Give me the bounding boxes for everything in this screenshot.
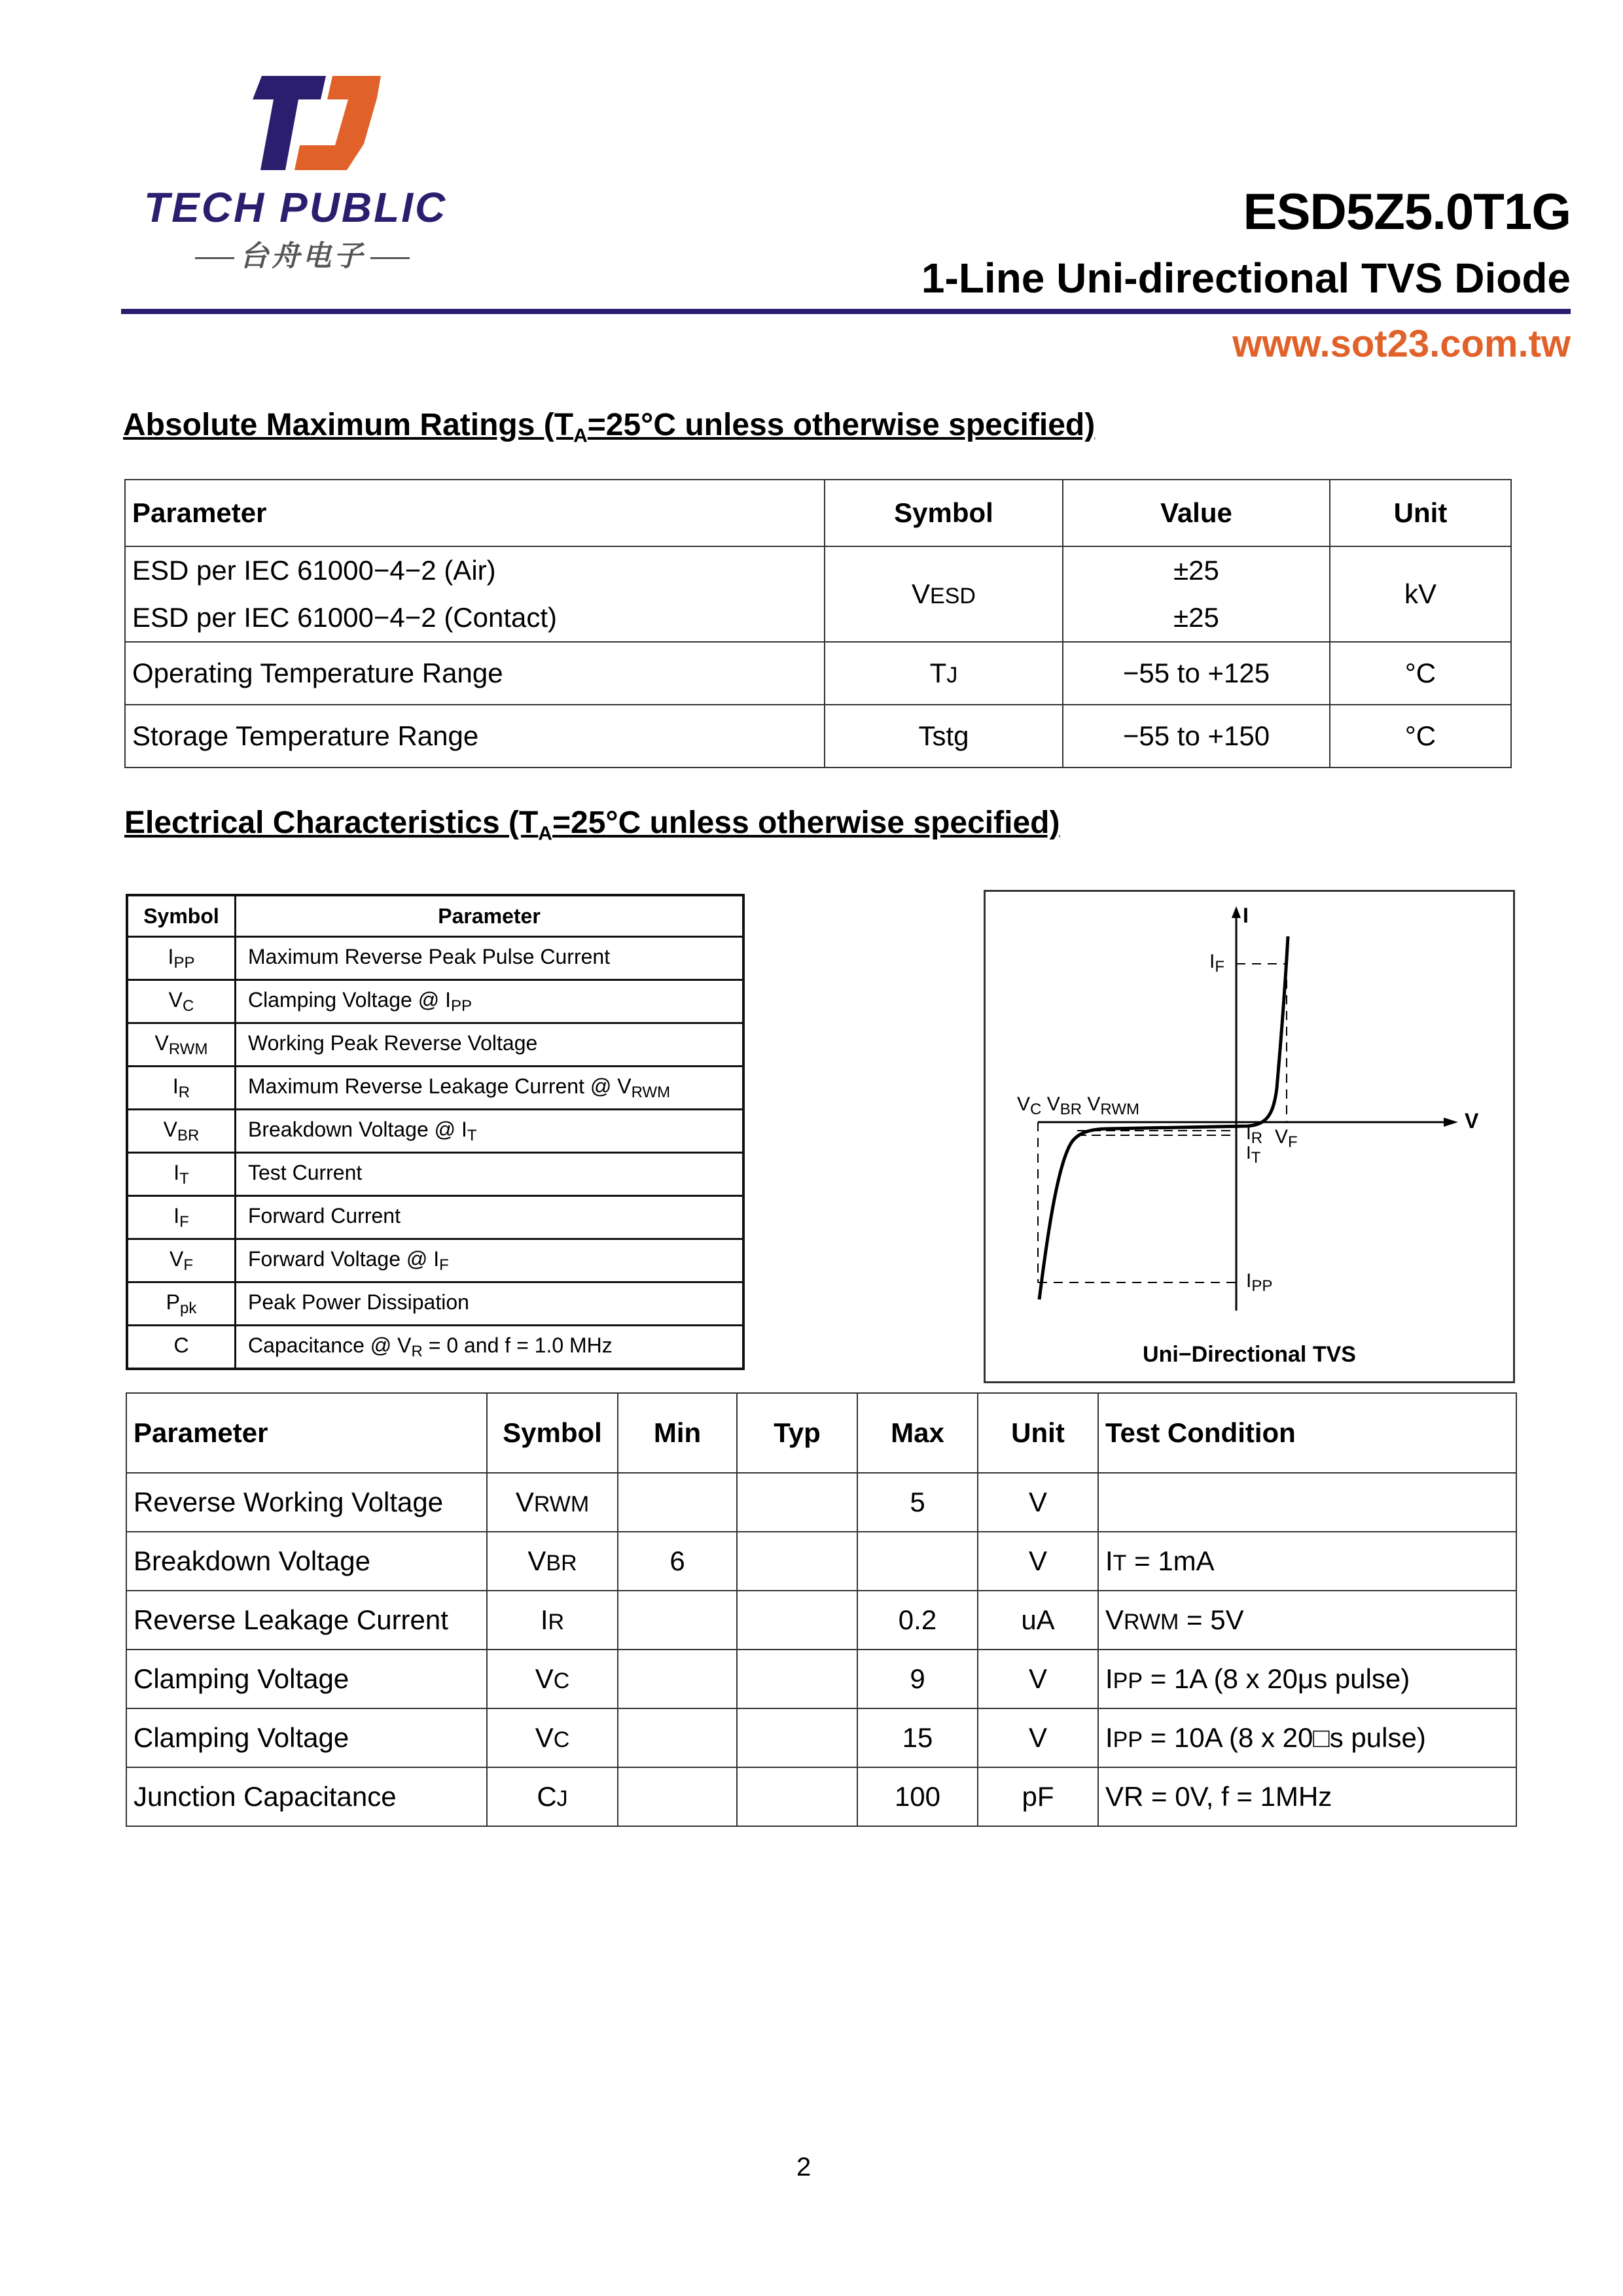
label-vc-sub: C [1030,1101,1042,1118]
elec-char-title [124,805,1060,845]
param-cell: Junction Capacitance [126,1767,487,1826]
esd-contact-label: ESD per IEC 61000−4−2 (Contact) [132,602,558,633]
parameter-sub: F [439,1256,449,1274]
unit-cell: V [978,1650,1098,1708]
label-if-main: I [1209,951,1215,972]
condition-symbol: I [1105,1722,1113,1753]
esd-value [1063,546,1330,642]
symbol-main: V [535,1722,554,1753]
symbol-sub: F [179,1212,189,1231]
condition-cell [1098,1532,1516,1591]
amr-title-suffix: =25°C unless otherwise specified) [587,408,1096,442]
parameter-cell [236,1023,744,1067]
stg-temp-symbol: Tstg [825,705,1063,768]
typ-cell [737,1767,857,1826]
col-typ: Typ [737,1393,857,1473]
min-cell [618,1708,737,1767]
col-parameter: Parameter [126,1393,487,1473]
symbol-cell [127,1067,236,1110]
symbol-main: I [168,944,174,968]
label-if-sub: F [1215,958,1225,976]
param-cell: Reverse Leakage Current [126,1591,487,1650]
label-vbr-main: V [1046,1093,1060,1115]
symbol-cell [487,1473,618,1532]
symbol-sub: R [548,1610,565,1634]
amr-title-prefix: Absolute Maximum Ratings (T [123,408,574,442]
label-vc-main: V [1017,1093,1031,1115]
symbol-cell [127,1110,236,1153]
table-row [127,1196,743,1239]
table-row [127,1110,743,1153]
parameter-sub: RWM [631,1083,671,1101]
symbol-main: V [154,1031,169,1055]
max-cell: 100 [857,1767,978,1826]
ec-title-prefix: Electrical Characteristics (T [124,805,539,840]
parameter-text: Working Peak Reverse Voltage [248,1031,538,1055]
table-row [126,1532,1516,1591]
esd-symbol-sub: ESD [930,584,976,609]
table-row [126,1473,1516,1532]
symbol-sub: J [556,1786,568,1811]
stg-temp-unit: °C [1330,705,1511,768]
table-row [126,1591,1516,1650]
condition-symbol-sub: PP [1113,1727,1143,1752]
symbol-sub: RWM [533,1492,590,1517]
parameter-cell [236,937,744,980]
parameter-cell [236,980,744,1023]
parameter-text: Clamping Voltage @ I [248,987,451,1012]
symbol-sub: C [183,997,194,1015]
electrical-characteristics-table [126,1392,1517,1827]
v-axis-arrow [1444,1118,1458,1127]
esd-contact-value: ±25 [1173,602,1219,633]
op-temp-param: Operating Temperature Range [125,642,825,705]
label-vf-sub: F [1288,1133,1298,1151]
typ-cell [737,1532,857,1591]
symbol-sub: pk [179,1299,197,1317]
condition-text: = 0V, f = 1MHz [1143,1781,1332,1812]
condition-symbol: I [1105,1663,1113,1694]
table-row [127,937,743,980]
symbol-main: V [168,987,183,1012]
stg-temp-param: Storage Temperature Range [125,705,825,768]
symbol-main: V [527,1545,546,1576]
condition-symbol: I [1105,1545,1113,1576]
symbol-cell [127,1239,236,1282]
table-row [127,1282,743,1326]
parameter-sub: T [467,1126,477,1144]
label-ipp-main: I [1246,1270,1252,1292]
condition-symbol-sub: RWM [1124,1610,1179,1634]
symbol-main: I [173,1203,180,1227]
tvs-iv-diagram [984,890,1515,1383]
parameter-cell [236,1067,744,1110]
condition-text: = 1A (8 x 20μs pulse) [1143,1663,1410,1694]
max-cell: 9 [857,1650,978,1708]
ec-title-suffix: =25°C unless otherwise specified) [552,805,1060,840]
condition-cell [1098,1473,1516,1532]
typ-cell [737,1591,857,1650]
condition-symbol: V [1105,1604,1124,1635]
label-vrwm-main: V [1087,1093,1101,1115]
website-link[interactable]: www.sot23.com.tw [1232,323,1571,365]
symbol-main: V [163,1117,177,1141]
param-cell: Clamping Voltage [126,1650,487,1708]
table-row [126,1650,1516,1708]
brand-name-cn-text: 台舟电子 [240,240,365,272]
symbol-cell [127,1196,236,1239]
label-it-sub: T [1251,1149,1261,1167]
symbol-cell [127,1282,236,1326]
symbol-main: V [535,1663,554,1694]
parameter-text: Forward Voltage @ I [248,1246,440,1271]
label-ir-main: I [1246,1123,1251,1143]
table-row [127,1326,743,1369]
table-row [127,980,743,1023]
parameter-text: Maximum Reverse Peak Pulse Current [248,944,611,968]
col-unit: Unit [978,1393,1098,1473]
op-temp-symbol [825,642,1063,705]
param-cell: Reverse Working Voltage [126,1473,487,1532]
symbol-cell [487,1708,618,1767]
symbol-sub: R [178,1083,190,1101]
symbol-sub: RWM [168,1040,208,1058]
min-cell: 6 [618,1532,737,1591]
esd-unit: kV [1330,546,1511,642]
esd-air-value: ±25 [1173,555,1219,586]
amr-title-sub: A [573,425,588,447]
parameter-text: Forward Current [248,1203,401,1227]
symbol-sub: F [183,1256,193,1274]
min-cell [618,1767,737,1826]
parameter-sub: R [411,1342,423,1360]
op-temp-value: −55 to +125 [1063,642,1330,705]
col-unit: Unit [1330,480,1511,546]
param-cell: Clamping Voltage [126,1708,487,1767]
parameter-sub: PP [450,997,472,1015]
tech-public-logo-mark [249,72,386,177]
symbol-sub: C [553,1669,570,1693]
i-axis-arrow [1232,906,1241,918]
condition-symbol: VR [1105,1781,1144,1812]
symbol-sub: C [553,1727,570,1752]
parameter-cell [236,1110,744,1153]
v-axis-label: V [1465,1109,1479,1133]
part-description: 1-Line Uni-directional TVS Diode [921,255,1571,302]
symbol-main: C [537,1781,557,1812]
parameter-text: Test Current [248,1160,363,1184]
col-symbol: Symbol [487,1393,618,1473]
typ-cell [737,1473,857,1532]
label-ir-it [1246,1123,1263,1167]
label-ipp-sub: PP [1251,1277,1273,1295]
parameter-text: Peak Power Dissipation [248,1290,469,1314]
col-parameter: Parameter [236,895,744,937]
label-vc-vbr-vrwm [1017,1093,1139,1119]
table-row [127,1153,743,1196]
max-cell: 15 [857,1708,978,1767]
condition-cell [1098,1650,1516,1708]
parameter-cell [236,1239,744,1282]
symbol-cell [487,1650,618,1708]
symbol-cell [127,1326,236,1369]
symbol-cell [487,1767,618,1826]
param-cell: Breakdown Voltage [126,1532,487,1591]
table-row [126,1708,1516,1767]
esd-param [125,546,825,642]
col-min: Min [618,1393,737,1473]
table-header-row [127,895,743,937]
diagram-caption: Uni−Directional TVS [1143,1342,1356,1367]
ec-title-sub: A [538,822,552,845]
table-row [127,1023,743,1067]
symbol-sub: PP [173,953,195,972]
table-header-row [126,1393,1516,1473]
parameter-text: Maximum Reverse Leakage Current @ V [248,1074,632,1098]
symbol-main: V [515,1487,534,1517]
condition-text: = 10A (8 x 20□s pulse) [1143,1722,1426,1753]
esd-symbol [825,546,1063,642]
min-cell [618,1473,737,1532]
header-divider [121,309,1571,314]
min-cell [618,1591,737,1650]
col-test-condition: Test Condition [1098,1393,1516,1473]
col-symbol: Symbol [127,895,236,937]
esd-symbol-main: V [912,578,931,609]
unit-cell: V [978,1708,1098,1767]
parameter-cell [236,1282,744,1326]
max-cell: 5 [857,1473,978,1532]
table-row [127,1239,743,1282]
abs-max-ratings-table [124,479,1512,768]
unit-cell: uA [978,1591,1098,1650]
brand-name-cn [190,232,415,274]
parameter-cell [236,1153,744,1196]
symbol-sub: T [179,1169,189,1188]
symbol-cell [127,980,236,1023]
table-row [125,546,1511,642]
symbol-main: I [172,1074,179,1098]
symbol-cell [487,1591,618,1650]
symbol-main: V [169,1246,184,1271]
table-header-row [125,480,1511,546]
parameter-text: Breakdown Voltage @ I [248,1117,467,1141]
part-number: ESD5Z5.0T1G [1243,183,1571,240]
abs-max-ratings-title [123,407,1095,448]
label-vbr-sub: BR [1060,1101,1082,1118]
table-row [125,705,1511,768]
parameter-cell [236,1196,744,1239]
label-if [1209,951,1224,976]
symbol-main: P [166,1290,180,1314]
label-vrwm-sub: RWM [1100,1101,1139,1118]
parameter-cell [236,1326,744,1369]
condition-symbol-sub: PP [1113,1669,1143,1693]
unit-cell: V [978,1473,1098,1532]
label-vf-main: V [1275,1126,1289,1148]
symbol-sub: BR [177,1126,200,1144]
table-row [126,1767,1516,1826]
symbol-cell [127,937,236,980]
condition-cell [1098,1591,1516,1650]
table-row [127,1067,743,1110]
condition-symbol-sub: T [1113,1551,1127,1576]
parameter-text: Capacitance @ V [248,1333,412,1357]
op-temp-symbol-main: T [929,658,947,688]
i-axis-label: I [1243,904,1249,927]
typ-cell [737,1708,857,1767]
min-cell [618,1650,737,1708]
symbol-main: C [173,1333,189,1357]
col-value: Value [1063,480,1330,546]
symbol-cell [127,1023,236,1067]
symbol-main: I [173,1160,180,1184]
condition-cell [1098,1767,1516,1826]
stg-temp-value: −55 to +150 [1063,705,1330,768]
symbol-cell [127,1153,236,1196]
typ-cell [737,1650,857,1708]
label-ipp [1246,1270,1272,1296]
symbol-sub: BR [546,1551,577,1576]
max-cell: 0.2 [857,1591,978,1650]
symbol-definitions-table [126,894,745,1370]
unit-cell: V [978,1532,1098,1591]
label-vf [1275,1126,1298,1152]
table-row [125,642,1511,705]
symbol-main: I [540,1604,548,1635]
col-symbol: Symbol [825,480,1063,546]
brand-name-en: TECH PUBLIC [144,184,448,231]
label-ir-sub: R [1251,1129,1263,1147]
col-parameter: Parameter [125,480,825,546]
max-cell [857,1532,978,1591]
page-number: 2 [796,2153,812,2181]
condition-cell [1098,1708,1516,1767]
unit-cell: pF [978,1767,1098,1826]
condition-text: = 1mA [1126,1545,1215,1576]
symbol-cell [487,1532,618,1591]
col-max: Max [857,1393,978,1473]
esd-air-label: ESD per IEC 61000−4−2 (Air) [132,555,496,586]
op-temp-unit: °C [1330,642,1511,705]
parameter-tail: = 0 and f = 1.0 MHz [422,1333,613,1357]
label-it-main: I [1246,1142,1251,1163]
condition-text: = 5V [1179,1604,1244,1635]
op-temp-symbol-sub: J [946,663,958,688]
